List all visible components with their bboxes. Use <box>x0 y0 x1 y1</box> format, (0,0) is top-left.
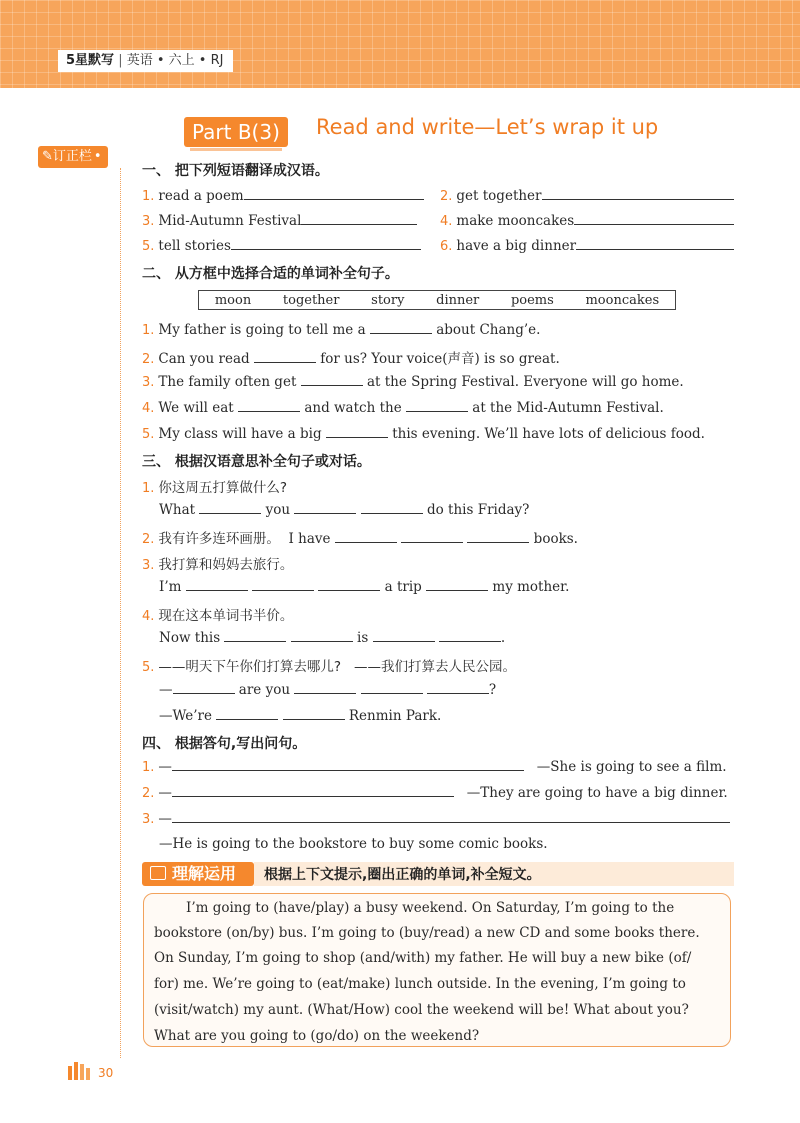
page-number: 30 <box>98 1066 114 1080</box>
answer-blank[interactable] <box>427 681 489 694</box>
word-option: moon <box>214 292 252 308</box>
s3-q5-prompt: 5. ——明天下午你们打算去哪儿? ——我们打算去人民公园。 <box>142 659 516 675</box>
answer-blank[interactable] <box>467 530 529 543</box>
answer-blank[interactable] <box>224 629 286 642</box>
answer-line[interactable] <box>172 758 524 771</box>
answer-blank[interactable] <box>576 237 734 250</box>
word-option: together <box>282 292 340 308</box>
word-box <box>198 290 676 310</box>
answer-blank[interactable] <box>542 187 734 200</box>
correction-tag: ✎订正栏 • <box>38 146 108 168</box>
word-option: mooncakes <box>585 292 660 308</box>
section-4-heading: 四、 根据答句,写出问句。 <box>142 736 307 752</box>
s2-item-3: 3. The family often get at the Spring Festival. Everyone will go home. <box>142 374 684 390</box>
word-option: poems <box>510 292 554 308</box>
s3-q5-answer-1: — are you ? <box>159 682 497 698</box>
s3-q3-answer: I’m a trip my mother. <box>159 579 570 595</box>
s2-item-4: 4. We will eat and watch the at the Mid-Autumn Festival. <box>142 400 664 416</box>
s1-item-5: 5. tell stories <box>142 237 421 254</box>
s1-item-4: 4. make mooncakes <box>440 212 734 229</box>
section-1-heading: 一、 把下列短语翻译成汉语。 <box>142 163 329 179</box>
s3-q5-answer-2: —We’re Renmin Park. <box>159 708 442 724</box>
reading-passage <box>143 893 731 1047</box>
answer-blank[interactable] <box>326 425 388 438</box>
answer-blank[interactable] <box>173 681 235 694</box>
s2-item-5: 5. My class will have a big this evening. We’ll have lots of delicious food. <box>142 426 705 442</box>
answer-blank[interactable] <box>186 578 248 591</box>
series-tab: 5星默写 | 英语 • 六上 • RJ <box>58 50 233 72</box>
answer-blank[interactable] <box>301 212 417 225</box>
apply-label: 理解运用 <box>142 862 254 886</box>
apply-instruction: 根据上下文提示,圈出正确的单词,补全短文。 <box>264 867 541 883</box>
books-icon <box>66 1060 96 1080</box>
brand-name: 5星默写 <box>66 53 115 68</box>
answer-blank[interactable] <box>301 373 363 386</box>
answer-blank[interactable] <box>361 681 423 694</box>
word-option: dinner <box>436 292 480 308</box>
s3-q1-prompt: 1. 你这周五打算做什么? <box>142 480 288 496</box>
section-2-heading: 二、 从方框中选择合适的单词补全句子。 <box>142 266 399 282</box>
answer-blank[interactable] <box>238 399 300 412</box>
s3-q3-prompt: 3. 我打算和妈妈去旅行。 <box>142 557 294 573</box>
s3-q1-answer: What you do this Friday? <box>159 502 530 518</box>
answer-blank[interactable] <box>318 578 380 591</box>
header-band <box>0 0 800 88</box>
s4-item-3-answer: —He is going to the bookstore to buy some comic books. <box>159 836 548 852</box>
answer-blank[interactable] <box>439 629 501 642</box>
answer-blank[interactable] <box>574 212 734 225</box>
s1-item-2: 2. get together <box>440 187 734 204</box>
passage-line[interactable]: What are you going to (go/do) on the weekend? <box>154 1028 480 1044</box>
answer-blank[interactable] <box>283 707 345 720</box>
answer-blank[interactable] <box>231 237 421 250</box>
answer-blank[interactable] <box>291 629 353 642</box>
pencil-icon: ✎ <box>42 149 53 164</box>
word-option: story <box>371 292 405 308</box>
answer-blank[interactable] <box>244 187 424 200</box>
section-3-heading: 三、 根据汉语意思补全句子或对话。 <box>142 454 371 470</box>
edit-icon <box>150 866 166 880</box>
answer-blank[interactable] <box>335 530 397 543</box>
s1-item-6: 6. have a big dinner <box>440 237 734 254</box>
s4-item-3: 3. — <box>142 810 730 827</box>
passage-line[interactable]: On Sunday, I’m going to shop (and/with) my father. He will buy a new bike (of/ <box>154 950 692 966</box>
answer-blank[interactable] <box>426 578 488 591</box>
answer-blank[interactable] <box>370 321 432 334</box>
s2-item-1: 1. My father is going to tell me a about Chang’e. <box>142 322 541 338</box>
answer-blank[interactable] <box>361 501 423 514</box>
lesson-title: Read and write—Let’s wrap it up <box>316 115 659 139</box>
answer-blank[interactable] <box>216 707 278 720</box>
s2-item-2: 2. Can you read for us? Your voice(声音) is so great. <box>142 351 560 367</box>
passage-line[interactable]: I’m going to (have/play) a busy weekend. On Saturday, I’m going to the <box>186 900 675 916</box>
answer-blank[interactable] <box>252 578 314 591</box>
answer-blank[interactable] <box>294 681 356 694</box>
answer-blank[interactable] <box>294 501 356 514</box>
answer-blank[interactable] <box>373 629 435 642</box>
answer-line[interactable] <box>172 784 454 797</box>
passage-line[interactable]: bookstore (on/by) bus. I’m going to (buy/read) a new CD and some books there. <box>154 925 700 941</box>
correction-margin-line <box>120 168 121 1058</box>
part-label: Part B(3) <box>184 117 288 147</box>
s4-item-1: 1. — —She is going to see a film. <box>142 759 727 775</box>
answer-line[interactable] <box>172 810 730 823</box>
s3-q4-prompt: 4. 现在这本单词书半价。 <box>142 608 294 624</box>
s3-q4-answer: Now this is . <box>159 630 506 646</box>
s1-item-1: 1. read a poem <box>142 187 424 204</box>
answer-blank[interactable] <box>406 399 468 412</box>
answer-blank[interactable] <box>254 350 316 363</box>
s3-q2: 2. 我有许多连环画册。 I have books. <box>142 531 578 547</box>
s1-item-3: 3. Mid-Autumn Festival <box>142 212 417 229</box>
s4-item-2: 2. — —They are going to have a big dinner. <box>142 785 728 801</box>
series-subtitle: 英语 • 六上 • RJ <box>126 53 224 68</box>
passage-line[interactable]: for) me. We’re going to (eat/make) lunch outside. In the evening, I’m going to <box>154 976 686 992</box>
passage-line[interactable]: (visit/watch) my aunt. (What/How) cool the weekend will be! What about you? <box>154 1002 689 1018</box>
answer-blank[interactable] <box>401 530 463 543</box>
answer-blank[interactable] <box>199 501 261 514</box>
